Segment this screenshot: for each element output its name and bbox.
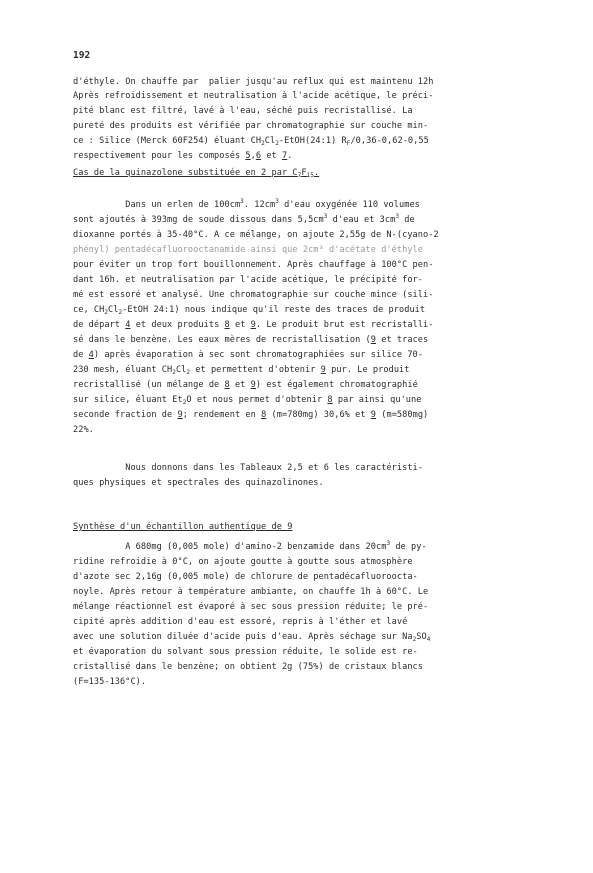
- text-line: Dans un erlen de $100cm^3$. $12cm^3$ d'eau oxygénée 110 volumes: [73, 198, 420, 210]
- text-line: ce : Silice (Merck 60F254) éluant $CH_2Cl_2-EtOH(24:1)$ $R_F/0,36-0,62-0,55$: [73, 136, 429, 147]
- section-heading: Cas de la quinazolone substituée en 2 par $C_7F_{15}$.: [73, 168, 320, 179]
- text-line: sur silice, éluant $Et_2O$ et nous permet d'obtenir 8 par ainsi qu'une: [73, 395, 422, 406]
- text-line: d'éthyle. On chauffe par palier jusqu'au reflux qui est maintenu 12h: [73, 77, 434, 87]
- section-heading: Synthèse d'un échantillon authentique de 9: [73, 522, 293, 532]
- text-line: ce, $CH_2Cl_2$-EtOH 24:1) nous indique qu'il reste des traces de produit: [73, 305, 426, 316]
- text-line: respectivement pour les composés 5,6 et 7.: [73, 151, 293, 161]
- text-line: seconde fraction de 9; rendement en 8 (m=780mg) 30,6% et 9 (m=580mg): [73, 410, 429, 420]
- text-line: noyle. Après retour à température ambiante, on chauffe 1h à 60°C. Le: [73, 587, 429, 597]
- text-line: 22%.: [73, 425, 94, 435]
- text-line: dant 16h. et neutralisation par l'acide acétique, le précipité for-: [73, 275, 423, 285]
- text-line-faded: phényl) pentadécafluorooctanamide ainsi que 2cm³ d'acétate d'éthyle: [73, 245, 423, 255]
- text-line: pité blanc est filtré, lavé à l'eau, séché puis recristallisé. La: [73, 106, 413, 116]
- text-line: 230 mesh, éluant $CH_2Cl_2$ et permettent d'obtenir 9 pur. Le produit: [73, 365, 410, 376]
- text-line: d'azote sec 2,16g (0,005 mole) de chlorure de pentadécafluoroocta-: [73, 572, 418, 582]
- text-line: ridine refroidie à 0°C, on ajoute goutte à goutte sous atmosphère: [73, 557, 413, 567]
- page-number: 192: [73, 50, 91, 61]
- text-line: cristallisé dans le benzène; on obtient 2g (75%) de cristaux blancs: [73, 662, 423, 672]
- text-line: mé est essoré et analysé. Une chromatographie sur couche mince (sili-: [73, 290, 434, 300]
- text-line: pour éviter un trop fort bouillonnement. Après chauffage à 100°C pen-: [73, 260, 434, 270]
- text-line: A 680mg (0,005 mole) d'amino-2 benzamide dans $20cm^3$ de py-: [73, 540, 427, 552]
- text-line: mélange réactionnel est évaporé à sec sous pression réduite; le pré-: [73, 602, 429, 612]
- text-line: (F=135-136°C).: [73, 677, 147, 687]
- text-line: de départ 4 et deux produits 8 et 9. Le produit brut est recristalli-: [73, 320, 434, 330]
- text-line: Nous donnons dans les Tableaux 2,5 et 6 les caractéristi-: [73, 463, 423, 473]
- text-line: avec une solution diluée d'acide puis d'eau. Après séchage sur $Na_2SO_4$: [73, 632, 431, 643]
- text-line: dioxanne portés à 35-40°C. A ce mélange, on ajoute 2,55g de N-(cyano-2: [73, 230, 439, 240]
- text-line: de 4) après évaporation à sec sont chromatographiées sur silice 70-: [73, 350, 424, 360]
- text-line: et évaporation du solvant sous pression réduite, le solide est re-: [73, 647, 418, 657]
- text-line: recristallisé (un mélange de 8 et 9) est également chromatographié: [73, 380, 418, 390]
- text-line: sé dans le benzène. Les eaux mères de recristallisation (9 et traces: [73, 335, 429, 345]
- text-line: cipité après addition d'eau est essoré, repris à l'éther et lavé: [73, 617, 408, 627]
- text-line: ques physiques et spectrales des quinazolinones.: [73, 478, 324, 488]
- text-line: sont ajoutés à 393mg de soude dissous dans $5,5cm^3$ d'eau et $3cm^3$ de: [73, 213, 415, 225]
- text-line: pureté des produits est vérifiée par chromatographie sur couche min-: [73, 121, 429, 131]
- text-line: Après refroidissement et neutralisation à l'acide acétique, le préci-: [73, 91, 434, 101]
